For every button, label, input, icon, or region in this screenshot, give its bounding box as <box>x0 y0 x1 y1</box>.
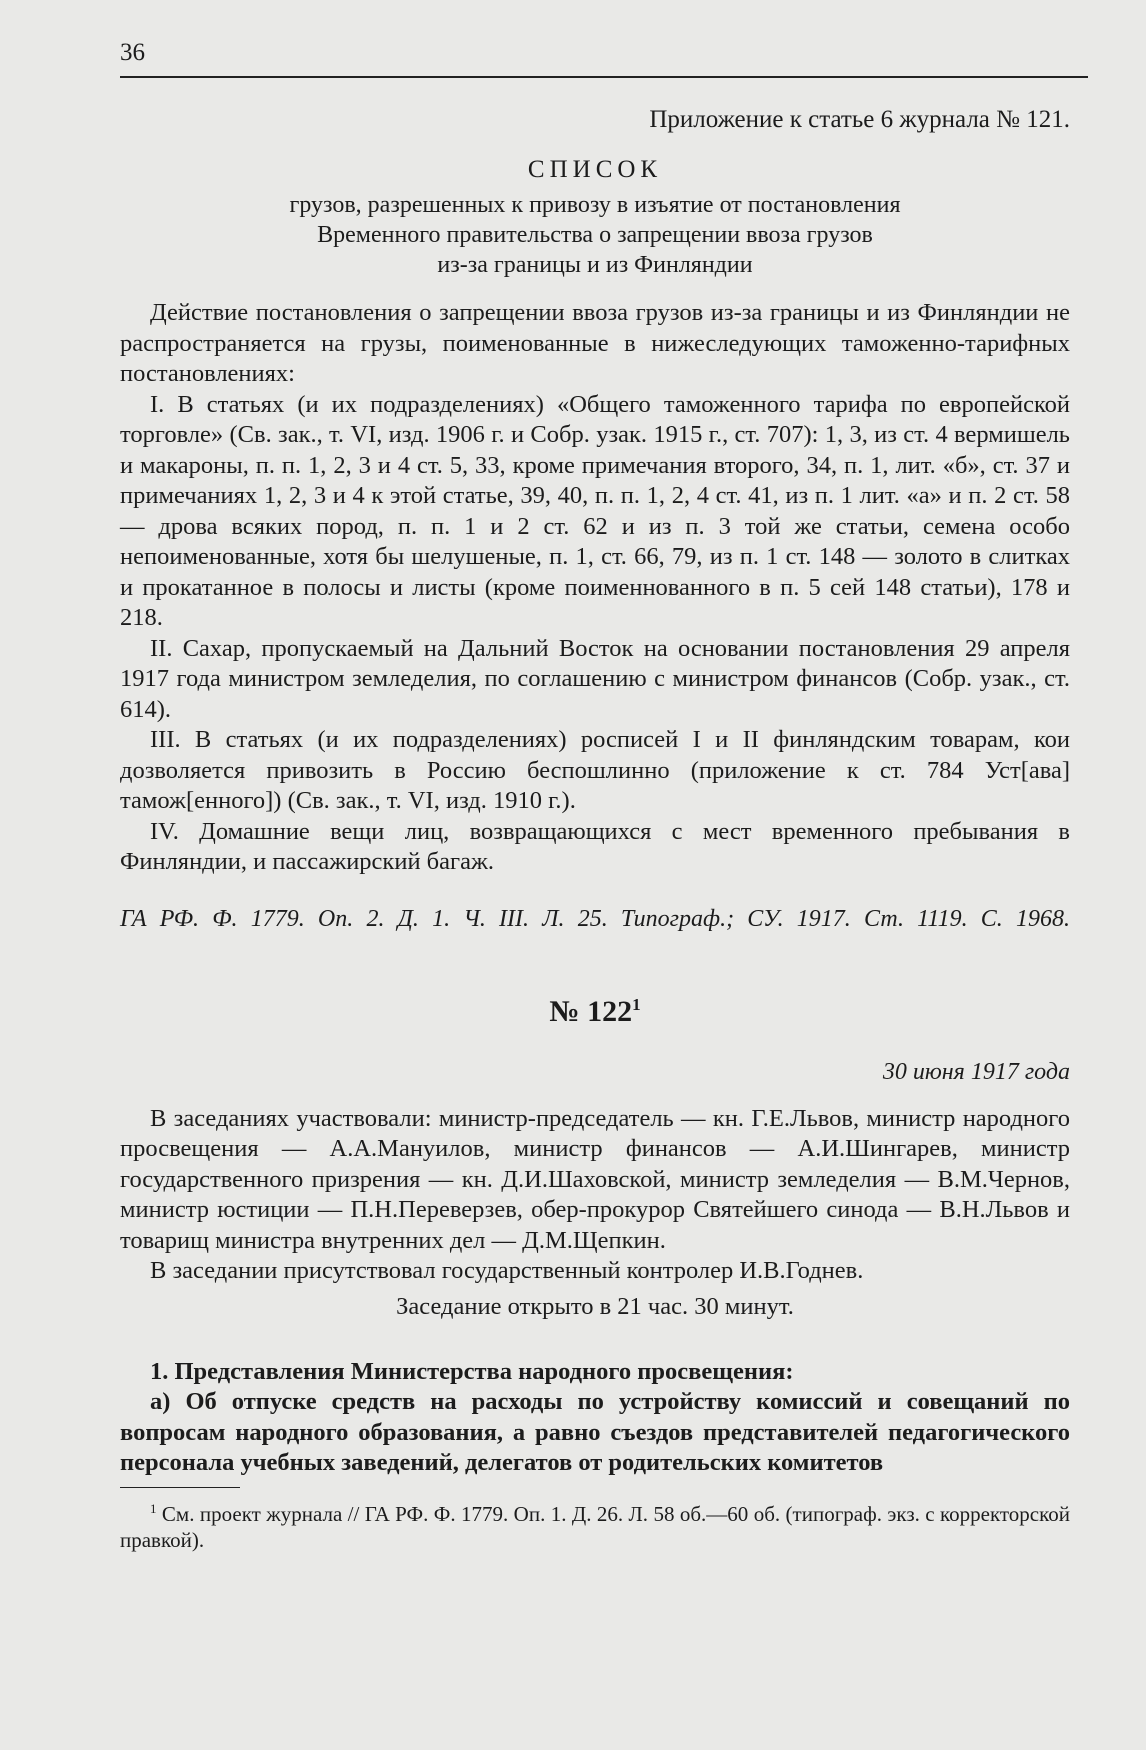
list-body <box>120 298 1070 878</box>
list-subtitle-line: грузов, разрешенных к привозу в изъятие от постановления <box>289 192 901 218</box>
paragraph: Действие постановления о запрещении ввоза грузов из-за границы и из Финляндии не распространяется на грузы, поименованные в нижеследующих таможенно-тарифных постановлениях: <box>120 299 1070 387</box>
paragraph: I. В статьях (и их подразделениях) «Общего таможенного тарифа по европейской торговле» (Св. зак., т. VI, изд. 1906 г. и Собр. узак. 1915 г., ст. 707): 1, 3, из ст. 4 вермишель и макароны, п. п. 1, 2, 3 и 4 ст. 5, 33, кроме примечания второго, 34, п. 1, лит. «б», ст. 37 и примечаниях 1, 2, 3 и 4 к этой статье, 39, 40, п. п. 1, 2, 4 ст. 41, из п. 1 лит. «а» и п. 2 ст. 58 — дрова всяких пород, п. п. 1 и 2 ст. 62 и из п. 3 той же статьи, семена особо непоименованные, хотя бы шелушеные, п. 1, ст. 66, 79, из п. 1 ст. 148 — золото в слитках и прокатанное в полосы и листы (кроме поименнованного в п. 5 сей 148 статьи), 178 и 218. <box>120 390 1070 631</box>
list-subtitle <box>120 190 1070 280</box>
footnote-rule <box>120 1487 240 1488</box>
footnote-text: См. проект журнала // ГА РФ. Ф. 1779. Оп. 1. Д. 26. Л. 58 об.—60 об. (типограф. экз. с корректорской правкой). <box>120 1501 1070 1552</box>
paragraph: IV. Домашние вещи лиц, возвращающихся с мест временного пребывания в Финляндии, и пассажирский багаж. <box>120 817 1070 875</box>
document-number-text: № 122 <box>549 994 633 1028</box>
footnote-reference: 1 <box>632 994 641 1014</box>
list-subtitle-line: из-за границы и из Финляндии <box>437 252 753 278</box>
agenda-section <box>120 1357 1070 1479</box>
paragraph: В заседании присутствовал государственный контролер И.В.Годнев. <box>150 1257 864 1284</box>
section-item: а) Об отпуске средств на расходы по устройству комиссий и совещаний по вопросам народного образования, а равно съездов представителей педагогического персонала учебных заведений, делегатов от родительских комитетов <box>120 1388 1070 1476</box>
session-body <box>120 1104 1070 1287</box>
paragraph: III. В статьях (и их подразделениях) росписей I и II финляндским товарам, кои дозволяется привозить в Россию беспошлинно (приложение к ст. 784 Уст[ава] тамож[енного]) (Св. зак., т. VI, изд. 1910 г.). <box>120 726 1070 814</box>
document-number <box>120 995 1070 1029</box>
section-heading: 1. Представления Министерства народного просвещения: <box>150 1357 794 1385</box>
header-rule <box>120 76 1088 78</box>
archival-source: ГА РФ. Ф. 1779. Оп. 2. Д. 1. Ч. III. Л. 25. Типограф.; СУ. 1917. Ст. 1119. С. 1968. <box>120 905 1070 932</box>
appendix-note: Приложение к статье 6 журнала № 121. <box>649 106 1070 133</box>
list-subtitle-line: Временного правительства о запрещении ввоза грузов <box>317 222 873 248</box>
page-number: 36 <box>120 39 145 66</box>
session-open: Заседание открыто в 21 час. 30 минут. <box>396 1292 794 1320</box>
paragraph: II. Сахар, пропускаемый на Дальний Восток на основании постановления 29 апреля 1917 года министром земледелия, по соглашению с министром финансов (Собр. узак., ст. 614). <box>120 634 1070 723</box>
paragraph: В заседаниях участвовали: министр-председатель — кн. Г.Е.Львов, министр народного просвещения — А.А.Мануилов, министр финансов — А.И.Шингарев, министр государственного призрения — кн. Д.И.Шаховской, министр земледелия — В.М.Чернов, министр юстиции — П.Н.Переверзев, обер-прокурор Святейшего синода — В.Н.Львов и товарищ министра внутренних дел — Д.М.Щепкин. <box>120 1104 1070 1254</box>
document-date: 30 июня 1917 года <box>882 1058 1070 1085</box>
footnote-marker: 1 <box>150 1500 157 1516</box>
footnote <box>120 1496 1070 1553</box>
list-title: СПИСОК <box>527 156 663 183</box>
